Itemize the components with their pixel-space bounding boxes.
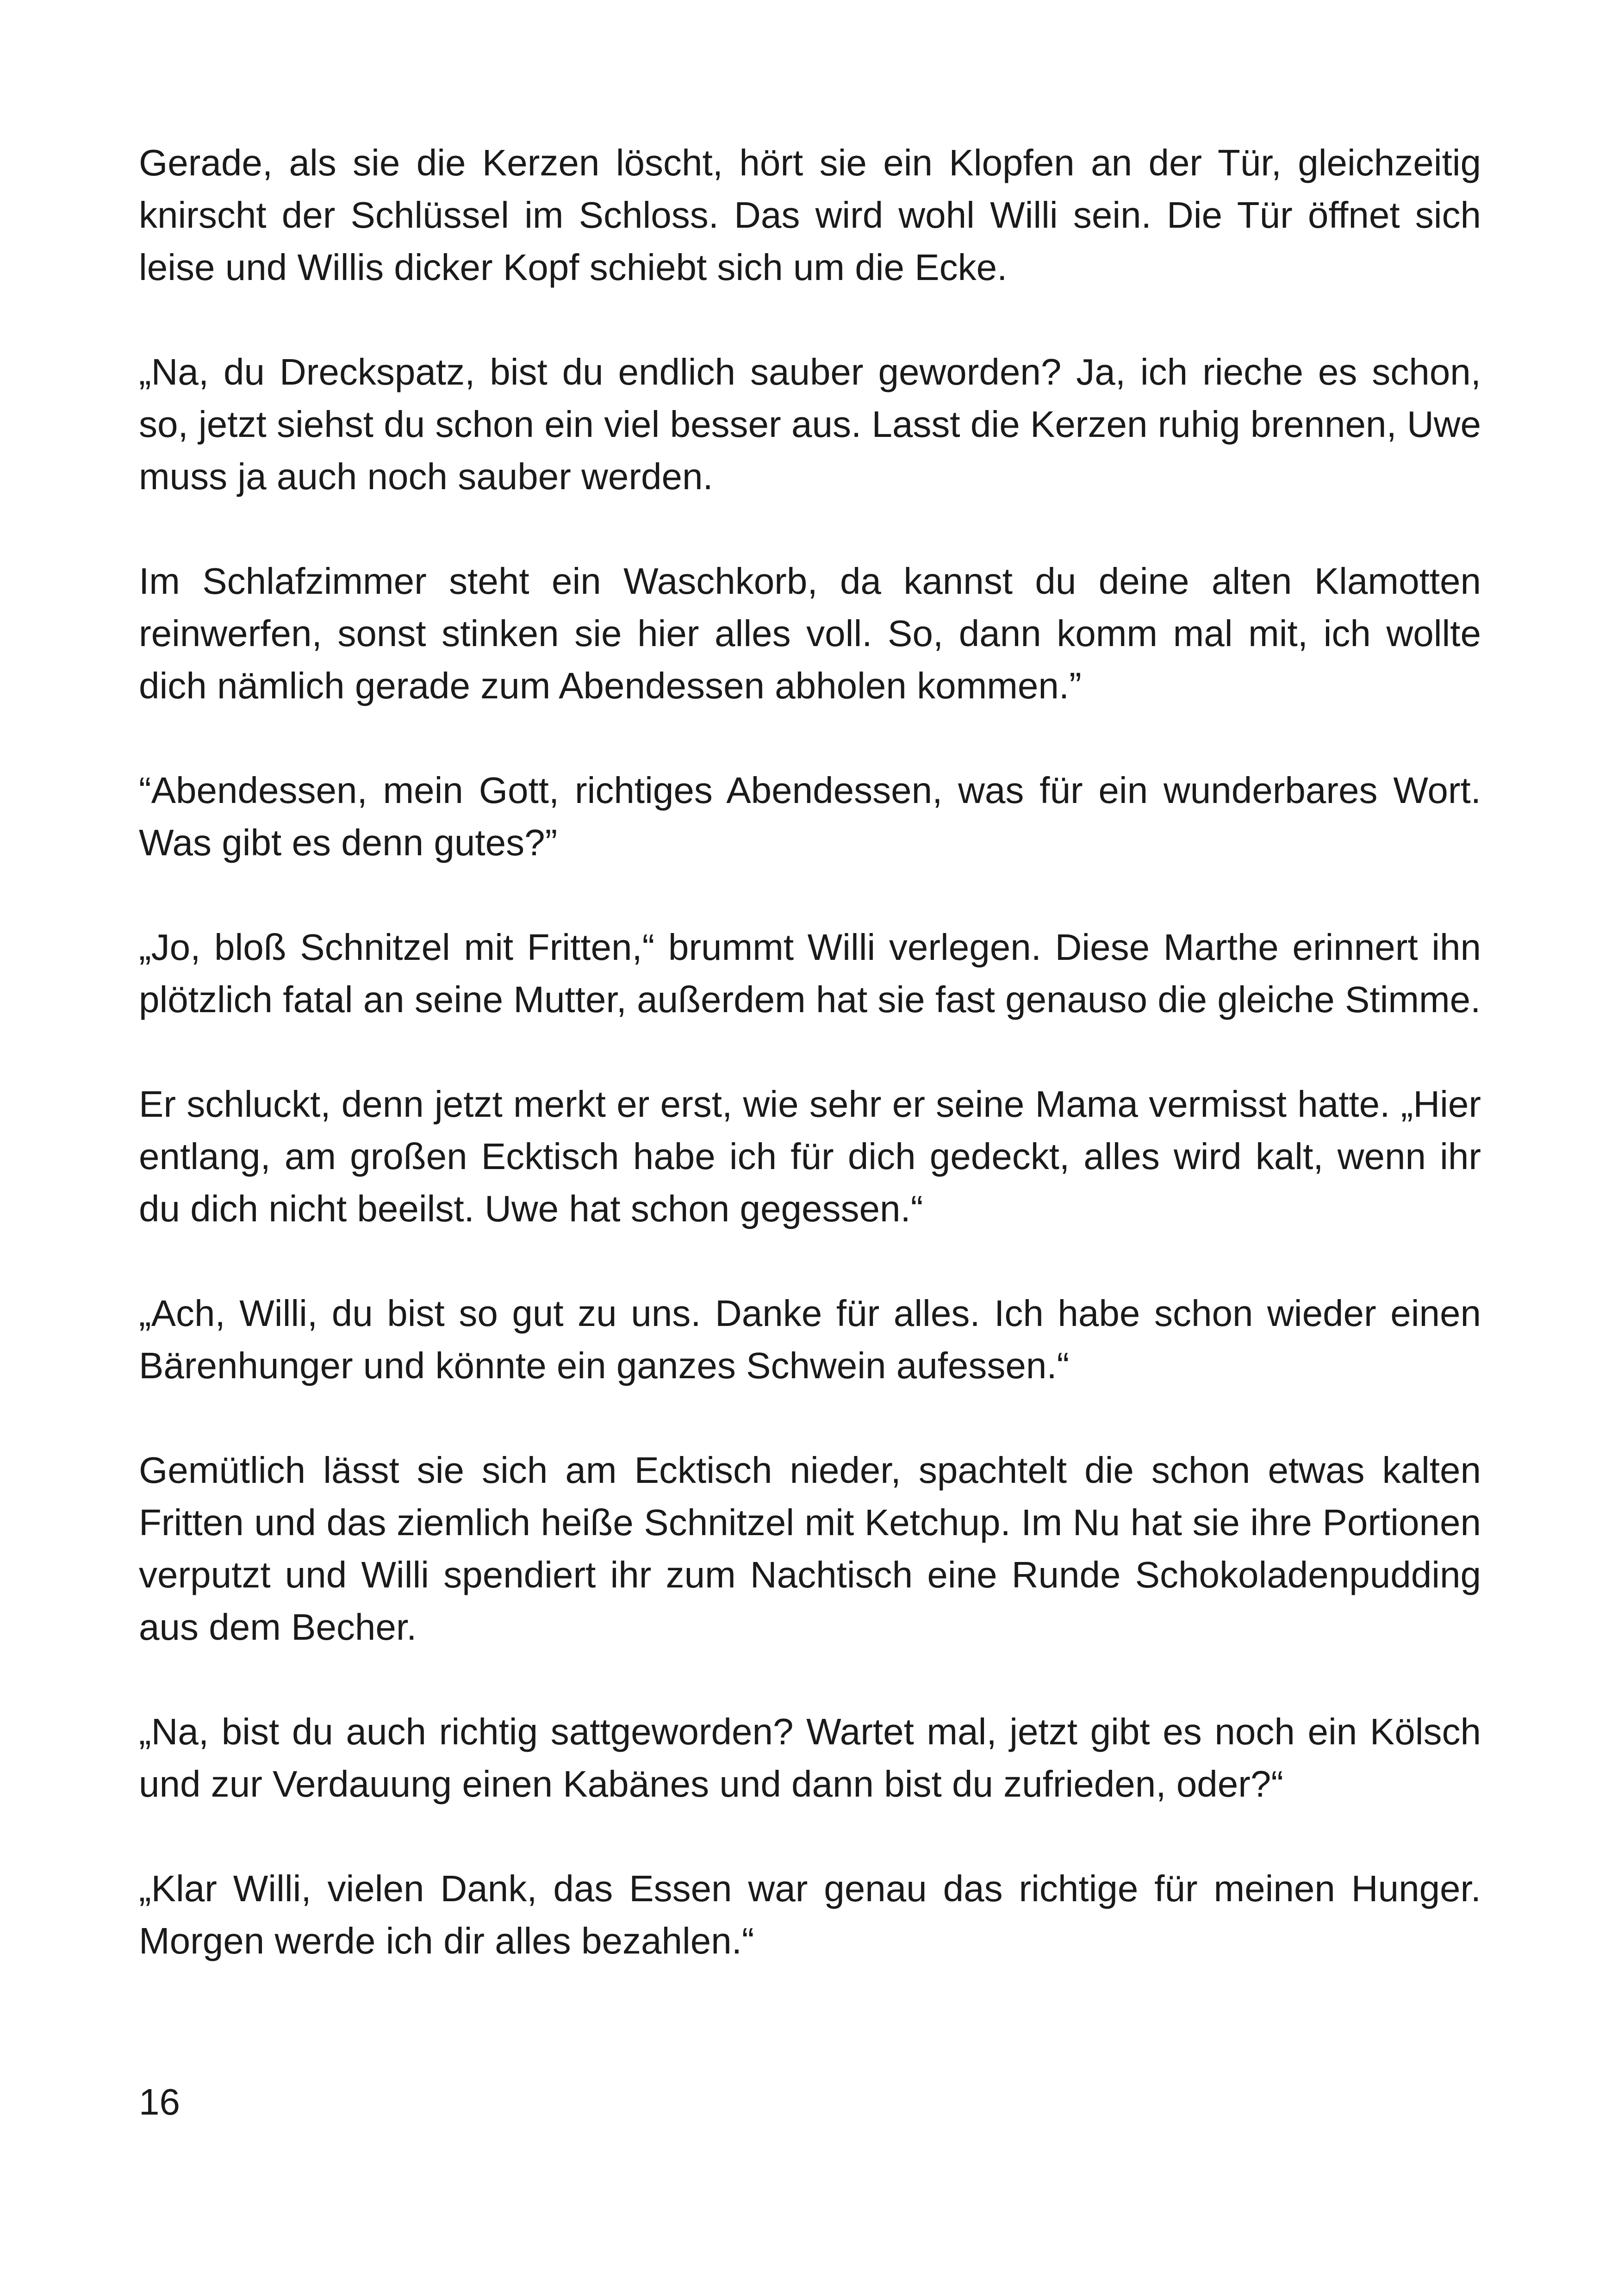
paragraph: „Na, bist du auch richtig sattgeworden? Wartet mal, jetzt gibt es noch ein Kölsch und zur Verdauung einen Kabänes und dann bist du zufrieden, oder?“: [139, 1711, 1481, 1804]
paragraph: Er schluckt, denn jetzt merkt er erst, wie sehr er seine Mama vermisst hatte. „Hier entlang, am großen Ecktisch habe ich für dich gedeckt, alles wird kalt, wenn ihr du dich nicht beeilst. Uwe hat schon gegessen.“: [139, 1083, 1481, 1229]
paragraph: “Abendessen, mein Gott, richtiges Abendessen, was für ein wunderbares Wort. Was gibt es denn gutes?”: [139, 770, 1481, 863]
paragraph: Gemütlich lässt sie sich am Ecktisch nieder, spachtelt die schon etwas kalten Fritten und das ziemlich heiße Schnitzel mit Ketchup. Im Nu hat sie ihre Portionen verputzt und Willi spendiert ihr zum Nachtisch eine Runde Schokoladenpudding aus dem Becher.: [139, 1450, 1481, 1648]
paragraph: „Ach, Willi, du bist so gut zu uns. Danke für alles. Ich habe schon wieder einen Bärenhunger und könnte ein ganzes Schwein aufessen.“: [139, 1293, 1481, 1386]
paragraph: „Jo, bloß Schnitzel mit Fritten,“ brummt Willi verlegen. Diese Marthe erinnert ihn plötzlich fatal an seine Mutter, außerdem hat sie fast genauso die gleiche Stimme.: [139, 927, 1481, 1020]
paragraph: „Na, du Dreckspatz, bist du endlich sauber geworden? Ja, ich rieche es schon, so, jetzt siehst du schon ein viel besser aus. Lasst die Kerzen ruhig brennen, Uwe muss ja auch noch sauber werden.: [139, 351, 1481, 497]
paragraph: „Klar Willi, vielen Dank, das Essen war genau das richtige für meinen Hunger. Morgen werde ich dir alles bezahlen.“: [139, 1868, 1481, 1961]
page-number: 16: [139, 2081, 180, 2122]
body-text: [139, 137, 1481, 1967]
paragraph: Im Schlafzimmer steht ein Waschkorb, da kannst du deine alten Klamotten reinwerfen, sonst stinken sie hier alles voll. So, dann komm mal mit, ich wollte dich nämlich gerade zum Abendessen abholen kommen.”: [139, 560, 1481, 706]
paragraph: Gerade, als sie die Kerzen löscht, hört sie ein Klopfen an der Tür, gleichzeitig knirscht der Schlüssel im Schloss. Das wird wohl Willi sein. Die Tür öffnet sich leise und Willis dicker Kopf schiebt sich um die Ecke.: [139, 142, 1481, 288]
